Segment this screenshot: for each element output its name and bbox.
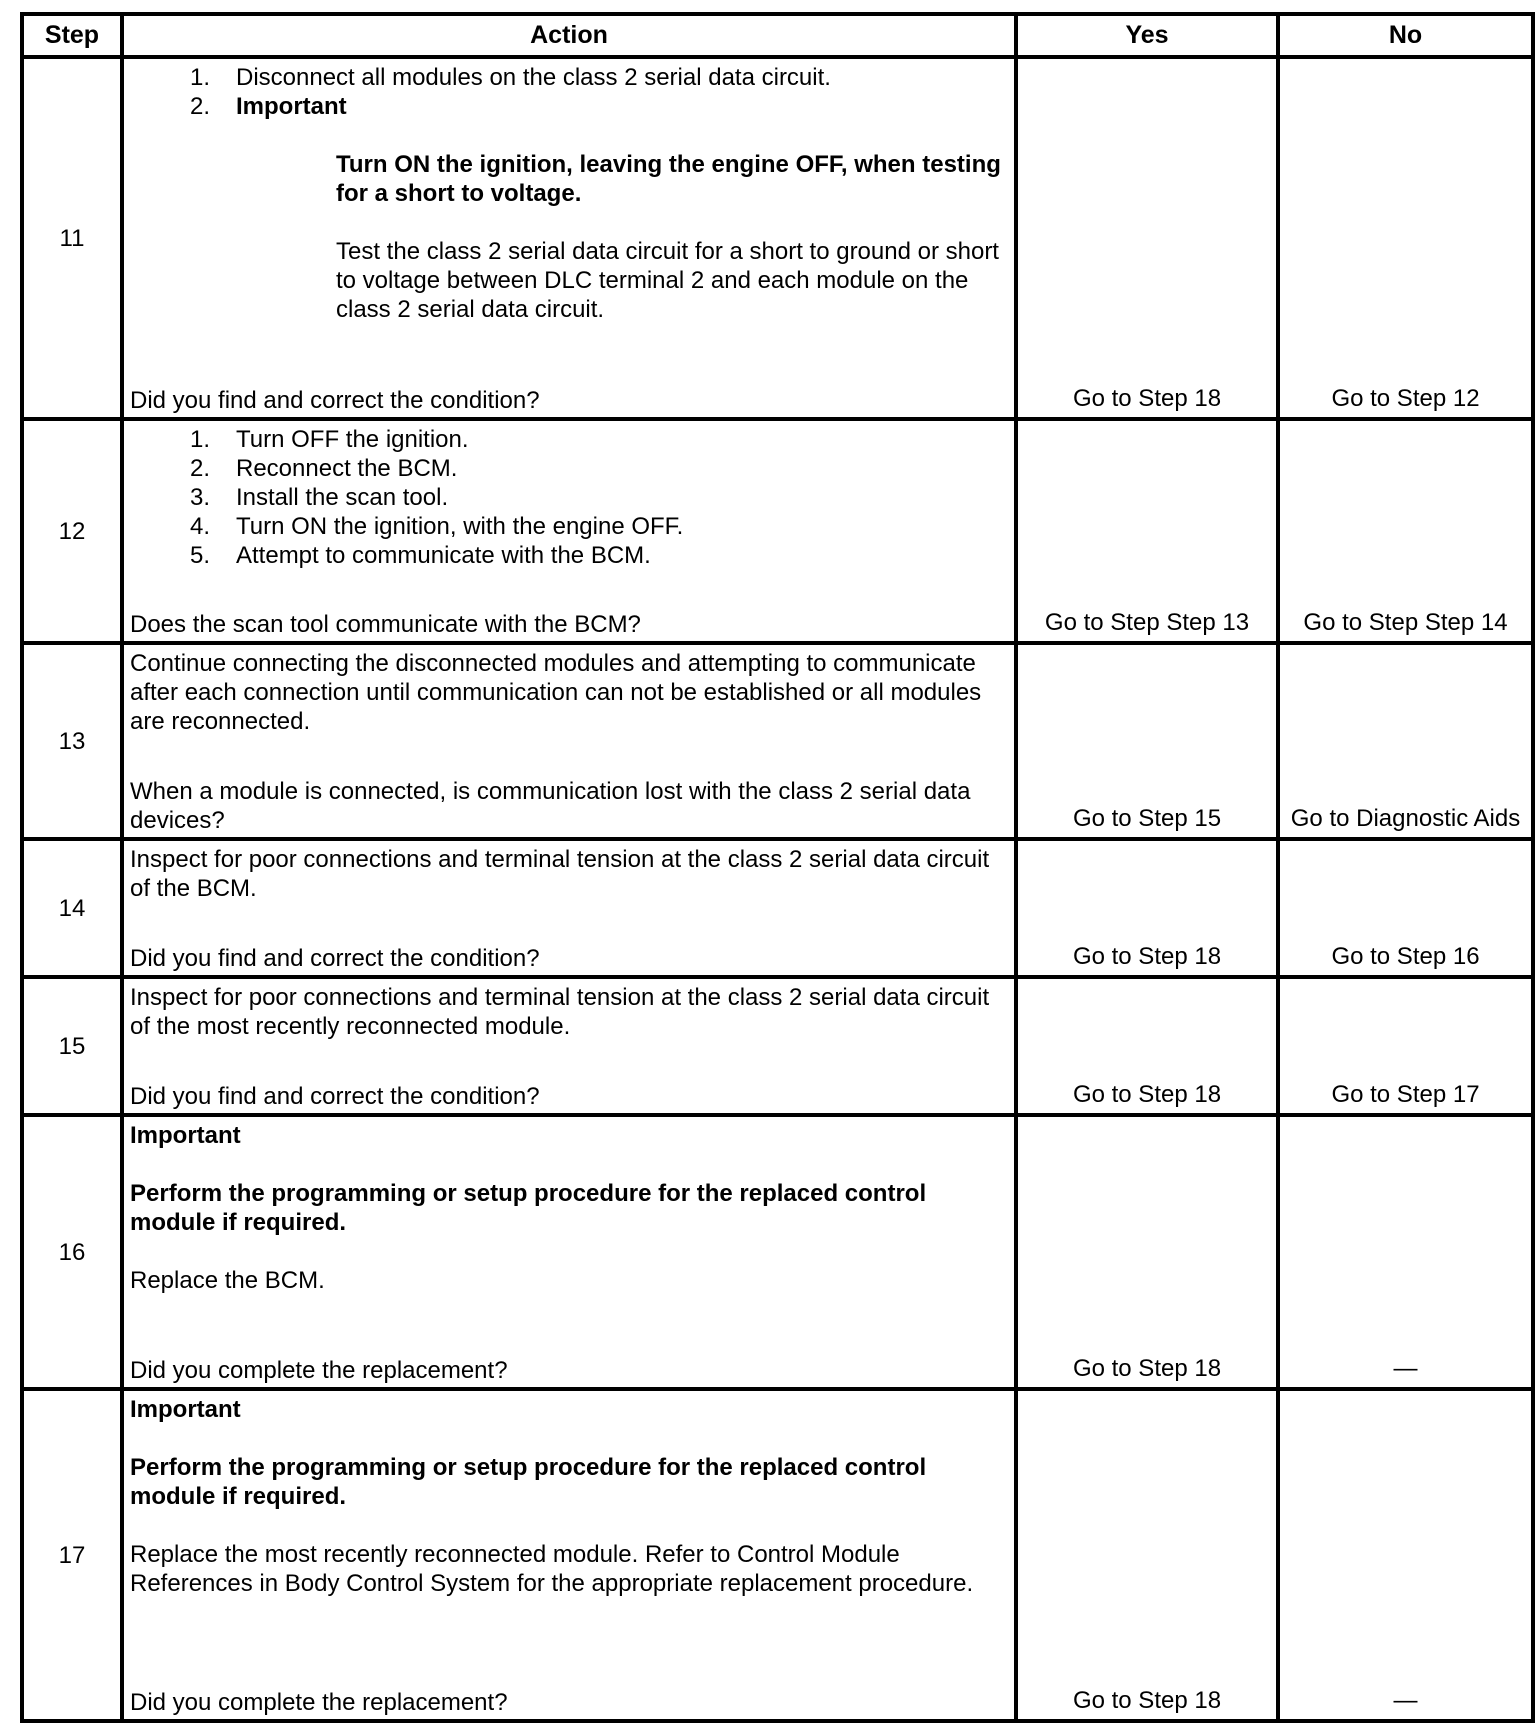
list-item: 3. Install the scan tool.: [189, 484, 449, 511]
action-cell: [122, 57, 1016, 419]
action-cell: [122, 977, 1016, 1115]
instruction-text: Continue connecting the disconnected modules and attempting to communicate after each connection until communication can not be established or all modules are reconnected.: [130, 650, 982, 735]
header-yes: Yes: [1016, 14, 1278, 57]
instruction-text: Inspect for poor connections and terminal tension at the class 2 serial data circuit of the most recently reconnected module.: [130, 984, 990, 1040]
no-result: Go to Diagnostic Aids: [1278, 643, 1533, 839]
list-item: 5. Attempt to communicate with the BCM.: [189, 542, 651, 569]
instruction-text: Inspect for poor connections and terminal tension at the class 2 serial data circuit of the BCM.: [130, 846, 990, 902]
step-number: 15: [22, 977, 122, 1115]
instruction-text: Replace the BCM.: [130, 1267, 325, 1294]
yes-result: Go to Step 18: [1016, 1389, 1278, 1721]
action-cell: [122, 643, 1016, 839]
important-note: Perform the programming or setup procedure for the replaced control module if required.: [130, 1454, 927, 1510]
step-number: 13: [22, 643, 122, 839]
no-result: —: [1278, 1389, 1533, 1721]
action-list: [130, 425, 1008, 570]
step-number: 16: [22, 1115, 122, 1389]
header-row: [22, 14, 1533, 57]
instruction-text: Replace the most recently reconnected module. Refer to Control Module References in Body Control System for the appropriate replacement procedure.: [130, 1541, 974, 1597]
table-row: [22, 57, 1533, 419]
header-no: No: [1278, 14, 1533, 57]
table-row: [22, 839, 1533, 977]
instruction-text: Test the class 2 serial data circuit for a short to ground or short to voltage between DLC terminal 2 and each module on the class 2 serial data circuit.: [336, 238, 999, 323]
no-result: Go to Step Step 14: [1278, 419, 1533, 643]
action-cell: [122, 839, 1016, 977]
step-number: 14: [22, 839, 122, 977]
yes-result: Go to Step 18: [1016, 57, 1278, 419]
question-text: Did you find and correct the condition?: [130, 1083, 540, 1110]
step-number: 11: [22, 57, 122, 419]
question-text: Did you find and correct the condition?: [130, 945, 540, 972]
important-heading: Important: [130, 1396, 241, 1423]
yes-result: Go to Step 18: [1016, 1115, 1278, 1389]
table-row: [22, 977, 1533, 1115]
action-cell: [122, 1115, 1016, 1389]
list-item: 4. Turn ON the ignition, with the engine OFF.: [189, 513, 684, 540]
header-step: Step: [22, 14, 122, 57]
header-action: Action: [122, 14, 1016, 57]
table-row: [22, 1115, 1533, 1389]
no-result: Go to Step 17: [1278, 977, 1533, 1115]
step-number: 17: [22, 1389, 122, 1721]
question-text: Did you find and correct the condition?: [130, 387, 540, 414]
no-result: Go to Step 12: [1278, 57, 1533, 419]
important-note: Perform the programming or setup procedure for the replaced control module if required.: [130, 1180, 927, 1236]
question-text: Did you complete the replacement?: [130, 1689, 508, 1716]
action-cell: [122, 1389, 1016, 1721]
table-row: [22, 1389, 1533, 1721]
step-number: 12: [22, 419, 122, 643]
no-result: —: [1278, 1115, 1533, 1389]
list-item: 2. Reconnect the BCM.: [189, 455, 458, 482]
diagnostic-table: [20, 12, 1535, 1723]
important-heading: Important: [130, 1122, 241, 1149]
yes-result: Go to Step Step 13: [1016, 419, 1278, 643]
yes-result: Go to Step 18: [1016, 977, 1278, 1115]
no-result: Go to Step 16: [1278, 839, 1533, 977]
question-text: Does the scan tool communicate with the BCM?: [130, 611, 641, 638]
important-note: Turn ON the ignition, leaving the engine OFF, when testing for a short to voltage.: [336, 151, 1001, 207]
yes-result: Go to Step 15: [1016, 643, 1278, 839]
list-item: 1. Turn OFF the ignition.: [189, 426, 469, 453]
action-list: [130, 63, 1008, 121]
list-item: 2. Important: [189, 93, 347, 120]
table-row: [22, 643, 1533, 839]
list-item: 1. Disconnect all modules on the class 2 serial data circuit.: [189, 64, 831, 91]
table-row: [22, 419, 1533, 643]
action-cell: [122, 419, 1016, 643]
question-text: When a module is connected, is communication lost with the class 2 serial data devices?: [130, 778, 971, 834]
question-text: Did you complete the replacement?: [130, 1357, 508, 1384]
yes-result: Go to Step 18: [1016, 839, 1278, 977]
